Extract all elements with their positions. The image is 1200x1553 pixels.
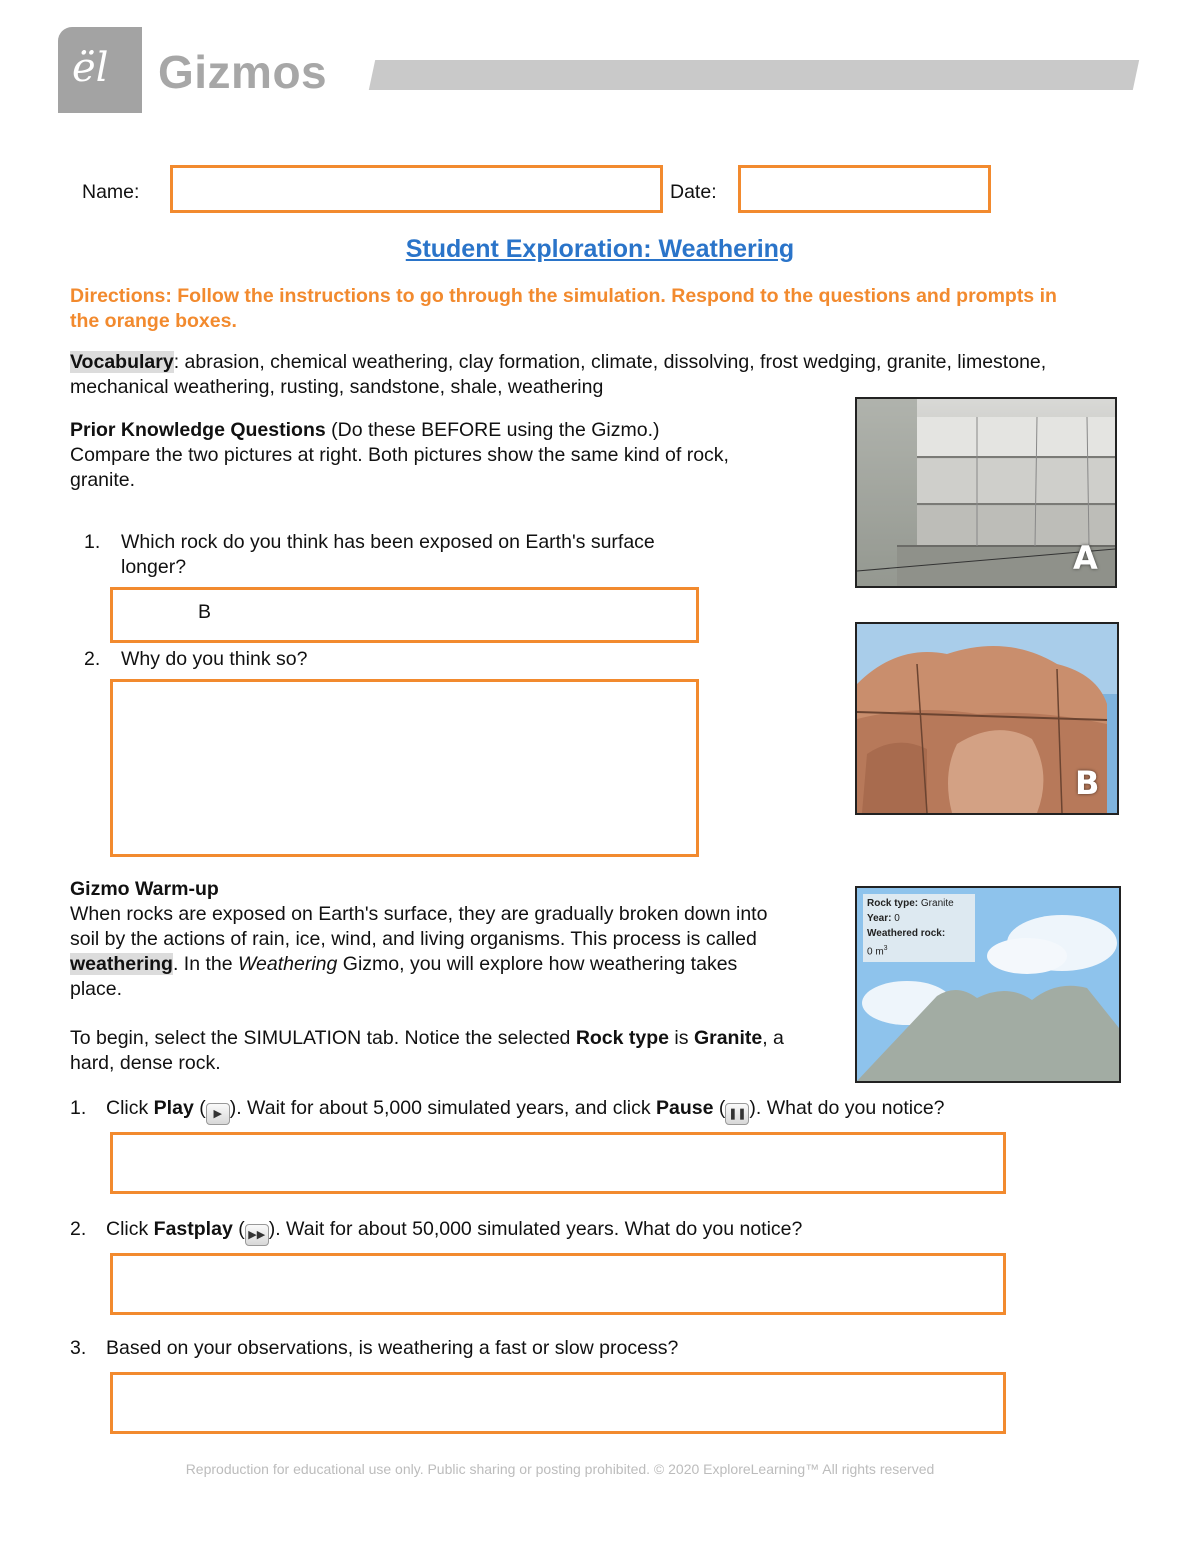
- sim-rock-type-label: Rock type:: [867, 898, 919, 909]
- granite-photo-a: [855, 397, 1117, 588]
- question-number: 3.: [70, 1337, 87, 1359]
- prior-heading: Prior Knowledge Questions: [70, 419, 326, 441]
- question-number: 1.: [84, 531, 101, 553]
- warmup-p2: [70, 1026, 790, 1076]
- q1-text-g: ). What do you notice?: [749, 1097, 945, 1119]
- question-1-text: Which rock do you think has been exposed on Earth's surface longer?: [121, 531, 655, 578]
- sim-weathered-value: 0 m: [867, 946, 884, 958]
- answer-text: B: [198, 601, 212, 623]
- q1-text-d: ). Wait for about 5,000 simulated years, and click: [229, 1097, 657, 1119]
- warmup-p2-granite: Granite: [693, 1027, 763, 1049]
- directions: Directions: Follow the instructions to go through the simulation. Respond to the questions and prompts in the orange boxes.: [70, 285, 1057, 332]
- question-2-text: Why do you think so?: [121, 648, 308, 670]
- warmup-p1b: . In the: [172, 953, 238, 975]
- answer-box-warmup-3[interactable]: [110, 1372, 1006, 1434]
- page-title: Student Exploration: Weathering: [405, 235, 795, 263]
- warmup-term: weathering: [70, 953, 173, 975]
- q2-text-c: (: [232, 1218, 245, 1240]
- warmup-question-1: [106, 1096, 1066, 1125]
- question-number: 2.: [84, 648, 101, 670]
- date-field[interactable]: [738, 165, 991, 213]
- warmup-p2b: is: [669, 1027, 694, 1049]
- warmup-question-2: [106, 1217, 1066, 1246]
- question-number: 2.: [70, 1218, 87, 1240]
- date-label: Date:: [670, 181, 717, 203]
- warmup-section: [70, 877, 780, 1002]
- vocabulary-label: Vocabulary: [70, 351, 174, 373]
- sim-readout: [863, 894, 975, 962]
- warmup-p1c: Gizmo, you will explore how weathering takes place.: [70, 953, 738, 1000]
- answer-box-prior-1[interactable]: [110, 587, 699, 643]
- warmup-heading: Gizmo Warm-up: [70, 878, 219, 900]
- warmup-p2-rocktype: Rock type: [575, 1027, 670, 1049]
- prior-intro: Compare the two pictures at right. Both pictures show the same kind of rock, granite.: [70, 444, 729, 491]
- photo-label-a: A: [1073, 539, 1098, 577]
- simulation-screenshot: [855, 886, 1121, 1083]
- q2-text-a: Click: [106, 1218, 154, 1240]
- warmup-p1-italic: Weathering: [237, 953, 338, 975]
- logo-mark-text: ël: [72, 45, 109, 91]
- sim-weathered-label: Weathered rock:: [867, 928, 946, 939]
- footer: Reproduction for educational use only. Public sharing or posting prohibited. © 2020 ExploreLearning™ All rights reserved: [185, 1461, 935, 1477]
- q1-text-a: Click: [106, 1097, 154, 1119]
- prior-heading-note: (Do these BEFORE using the Gizmo.): [325, 419, 660, 441]
- vocabulary: [70, 350, 1080, 400]
- sim-weathered-sup: 3: [883, 945, 888, 952]
- header-bar: [369, 60, 1139, 90]
- name-field[interactable]: [170, 165, 663, 213]
- answer-box-warmup-2[interactable]: [110, 1253, 1006, 1315]
- fastplay-icon: ▶▶: [245, 1224, 269, 1246]
- logo-text: Gizmos: [158, 46, 328, 98]
- name-label: Name:: [82, 181, 140, 203]
- photo-label-b: B: [1075, 764, 1100, 802]
- answer-box-warmup-1[interactable]: [110, 1132, 1006, 1194]
- warmup-p2a: To begin, select the SIMULATION tab. Notice the selected: [70, 1027, 576, 1049]
- q1-text-f: (: [713, 1097, 726, 1119]
- prior-knowledge: [70, 418, 770, 493]
- question-number: 1.: [70, 1097, 87, 1119]
- logo-mark: [58, 27, 142, 113]
- warmup-p1a: When rocks are exposed on Earth's surface, they are gradually broken down into soil by the actions of rain, ice, wind, and living organisms. This process is called: [70, 903, 768, 950]
- sim-rock-type-value: Granite: [920, 898, 954, 909]
- granite-photo-b: [855, 622, 1119, 815]
- sim-year-value: 0: [894, 913, 900, 924]
- play-icon: ▶: [206, 1103, 230, 1125]
- q1-play: Play: [153, 1097, 194, 1119]
- pause-icon: ❚❚: [725, 1103, 749, 1125]
- sim-year-label: Year:: [867, 913, 892, 924]
- q1-text-c: (: [193, 1097, 206, 1119]
- q1-pause: Pause: [656, 1097, 714, 1119]
- vocabulary-terms: : abrasion, chemical weathering, clay formation, climate, dissolving, frost wedging, granite, limestone, mechanical weathering, rusting, sandstone, shale, weathering: [70, 351, 1047, 398]
- warmup-question-3: Based on your observations, is weathering a fast or slow process?: [106, 1337, 679, 1359]
- q2-fastplay: Fastplay: [153, 1218, 233, 1240]
- answer-box-prior-2[interactable]: [110, 679, 699, 857]
- warmup-p2c: , a hard, dense rock.: [70, 1027, 784, 1074]
- q2-text-d: ). Wait for about 50,000 simulated years. What do you notice?: [268, 1218, 803, 1240]
